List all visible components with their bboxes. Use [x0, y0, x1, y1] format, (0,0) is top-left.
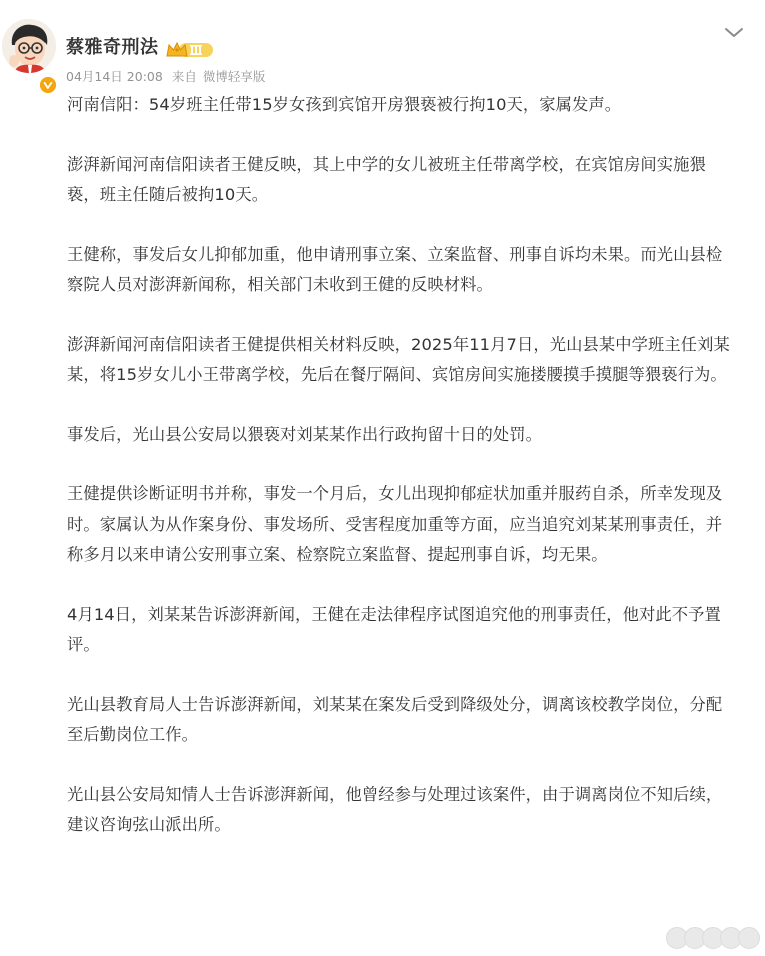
source-prefix: 来自	[171, 69, 197, 84]
author-name[interactable]: 蔡雅奇刑法	[66, 37, 159, 58]
post-body	[67, 90, 735, 870]
avatar[interactable]	[2, 19, 56, 73]
post-paragraph: 光山县教育局人士告诉澎湃新闻，刘某某在案发后受到降级处分，调离该校教学岗位，分配至后勤岗位工作。	[67, 694, 723, 744]
image-pager-dots	[666, 927, 760, 949]
post-timestamp[interactable]: 04月14日 20:08	[66, 69, 163, 84]
post-paragraph: 王健提供诊断证明书并称，事发一个月后，女儿出现抑郁症状加重并服药自杀，所幸发现及时。家属认为从作案身份、事发场所、受害程度加重等方面，应当追究刘某某刑事责任，并称多月以来申请公安刑事立案、检察院立案监督、提起刑事自诉，均无果。	[67, 484, 723, 564]
post-meta	[66, 69, 274, 85]
post-paragraph: 事发后，光山县公安局以猥亵对刘某某作出行政拘留十日的处罚。	[67, 424, 543, 444]
crown-level-badge-icon[interactable]	[165, 41, 215, 59]
pager-dot	[738, 927, 760, 949]
post-paragraph: 河南信阳：54岁班主任带15岁女孩到宾馆开房猥亵被行拘10天，家属发声。	[67, 95, 622, 114]
cartoon-avatar-icon	[2, 19, 56, 73]
post-paragraph: 澎湃新闻河南信阳读者王健提供相关材料反映，2025年11月7日，光山县某中学班主任刘某某，将15岁女儿小王带离学校，先后在餐厅隔间、宾馆房间实施搂腰摸手摸腿等猥亵行为。	[67, 334, 730, 384]
post-paragraph: 王健称，事发后女儿抑郁加重，他申请刑事立案、立案监督、刑事自诉均未果。而光山县检察院人员对澎湃新闻称，相关部门未收到王健的反映材料。	[67, 244, 723, 294]
post-paragraph: 澎湃新闻河南信阳读者王健反映，其上中学的女儿被班主任带离学校，在宾馆房间实施猥亵，班主任随后被拘10天。	[67, 154, 706, 204]
post-paragraph: 光山县公安局知情人士告诉澎湃新闻，他曾经参与处理过该案件，由于调离岗位不知后续，建议咨询弦山派出所。	[67, 784, 723, 834]
verified-badge-icon	[38, 75, 58, 95]
post-source[interactable]: 微博轻享版	[202, 69, 266, 84]
chevron-down-icon[interactable]	[723, 23, 745, 43]
post-header	[0, 0, 765, 96]
post-paragraph: 4月14日，刘某某告诉澎湃新闻，王健在走法律程序试图追究他的刑事责任，他对此不予置评。	[67, 604, 721, 654]
